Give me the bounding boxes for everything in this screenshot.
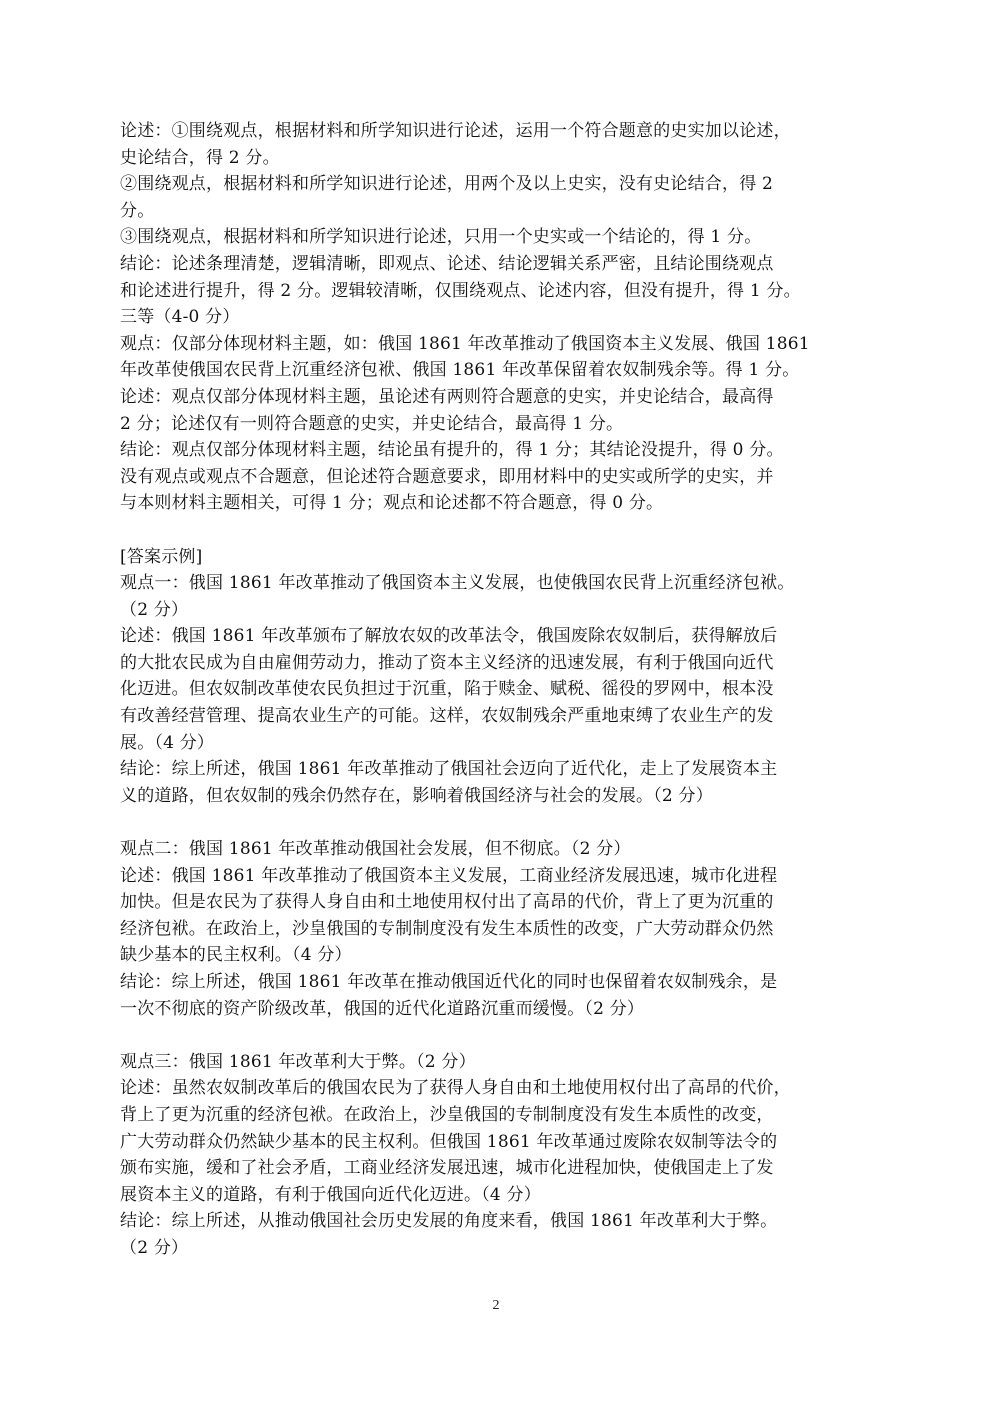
text-line: 结论：综上所述，从推动俄国社会历史发展的角度来看，俄国 1861 年改革利大于弊。: [120, 1211, 778, 1232]
text-line: ③围绕观点，根据材料和所学知识进行论述，只用一个史实或一个结论的，得 1 分。: [120, 227, 762, 248]
text-line: 论述：俄国 1861 年改革颁布了解放农奴的改革法令，俄国废除农奴制后，获得解放后: [120, 626, 778, 647]
text-line: 没有观点或观点不合题意，但论述符合题意要求，即用材料中的史实或所学的史实，并: [120, 466, 774, 487]
text-line: 和论述进行提升，得 2 分。逻辑较清晰，仅围绕观点、论述内容，但没有提升，得 1 分。: [120, 280, 801, 301]
text-line: （2 分）: [120, 1237, 189, 1258]
text-line: 有改善经营管理、提高农业生产的可能。这样，农奴制残余严重地束缚了农业生产的发: [120, 706, 774, 727]
text-line: 化迈进。但农奴制改革使农民负担过于沉重，陷于赎金、赋税、徭役的罗网中，根本没: [120, 679, 774, 700]
text-line: 论述：虽然农奴制改革后的俄国农民为了获得人身自由和土地使用权付出了高昂的代价，: [120, 1078, 791, 1099]
text-line: 年改革使俄国农民背上沉重经济包袱、俄国 1861 年改革保留着农奴制残余等。得 1 分。: [120, 360, 800, 381]
text-line: 分。: [120, 200, 155, 221]
text-line: 与本则材料主题相关，可得 1 分；观点和论述都不符合题意，得 0 分。: [120, 493, 664, 514]
text-line: 结论：论述条理清楚，逻辑清晰，即观点、论述、结论逻辑关系严密，且结论围绕观点: [120, 253, 774, 274]
text-line: 展。（4 分）: [120, 732, 215, 753]
text-line: 结论：观点仅部分体现材料主题，结论虽有提升的，得 1 分；其结论没提升，得 0 分。: [120, 440, 784, 461]
text-line: 论述：俄国 1861 年改革推动了俄国资本主义发展，工商业经济发展迅速，城市化进程: [120, 865, 778, 886]
text-line: 展资本主义的道路，有利于俄国向近代化迈进。（4 分）: [120, 1184, 541, 1205]
text-line: 论述：①围绕观点，根据材料和所学知识进行论述，运用一个符合题意的史实加以论述，: [120, 121, 791, 141]
text-line: 观点一：俄国 1861 年改革推动了俄国资本主义发展，也使俄国农民背上沉重经济包袱。: [120, 573, 795, 594]
text-line: 义的道路，但农奴制的残余仍然存在，影响着俄国经济与社会的发展。（2 分）: [120, 785, 713, 806]
text-line: （2 分）: [120, 599, 189, 620]
text-line: 加快。但是农民为了获得人身自由和土地使用权付出了高昂的代价，背上了更为沉重的: [120, 892, 774, 913]
blank-line: [120, 1022, 880, 1049]
text-line: 2 分；论述仅有一则符合题意的史实，并史论结合，最高得 1 分。: [120, 413, 624, 434]
text-line: 颁布实施，缓和了社会矛盾，工商业经济发展迅速，城市化进程加快，使俄国走上了发: [120, 1158, 774, 1179]
text-line: 一次不彻底的资产阶级改革，俄国的近代化道路沉重而缓慢。（2 分）: [120, 998, 645, 1019]
text-line: [答案示例]: [120, 546, 203, 567]
text-line: 经济包袱。在政治上，沙皇俄国的专制制度没有发生本质性的改变，广大劳动群众仍然: [120, 918, 774, 939]
text-line: 背上了更为沉重的经济包袱。在政治上，沙皇俄国的专制制度没有发生本质性的改变，: [120, 1104, 774, 1125]
text-line: 结论：综上所述，俄国 1861 年改革推动了俄国社会迈向了近代化，走上了发展资本主: [120, 759, 778, 780]
text-line: 缺少基本的民主权利。（4 分）: [120, 945, 352, 966]
text-line: 的大批农民成为自由雇佣劳动力，推动了资本主义经济的迅速发展，有利于俄国向近代: [120, 652, 774, 673]
blank-line: [120, 517, 880, 544]
text-line: 观点三：俄国 1861 年改革利大于弊。（2 分）: [120, 1051, 476, 1072]
text-line: ②围绕观点，根据材料和所学知识进行论述，用两个及以上史实，没有史论结合，得 2: [120, 174, 774, 195]
text-line: 结论：综上所述，俄国 1861 年改革在推动俄国近代化的同时也保留着农奴制残余，是: [120, 972, 778, 992]
text-line: 论述：观点仅部分体现材料主题，虽论述有两则符合题意的史实，并史论结合，最高得: [120, 386, 774, 407]
text-line: 广大劳动群众仍然缺少基本的民主权利。但俄国 1861 年改革通过废除农奴制等法令的: [120, 1131, 778, 1152]
blank-line: [120, 809, 880, 836]
page-number: 2: [492, 1298, 500, 1313]
text-line: 史论结合，得 2 分。: [120, 147, 280, 168]
text-line: 观点二：俄国 1861 年改革推动俄国社会发展，但不彻底。（2 分）: [120, 839, 631, 860]
text-line: 三等（4-0 分）: [120, 307, 240, 328]
document-body: [120, 118, 880, 1262]
text-line: 观点：仅部分体现材料主题，如：俄国 1861 年改革推动了俄国资本主义发展、俄国 1861: [120, 333, 810, 354]
